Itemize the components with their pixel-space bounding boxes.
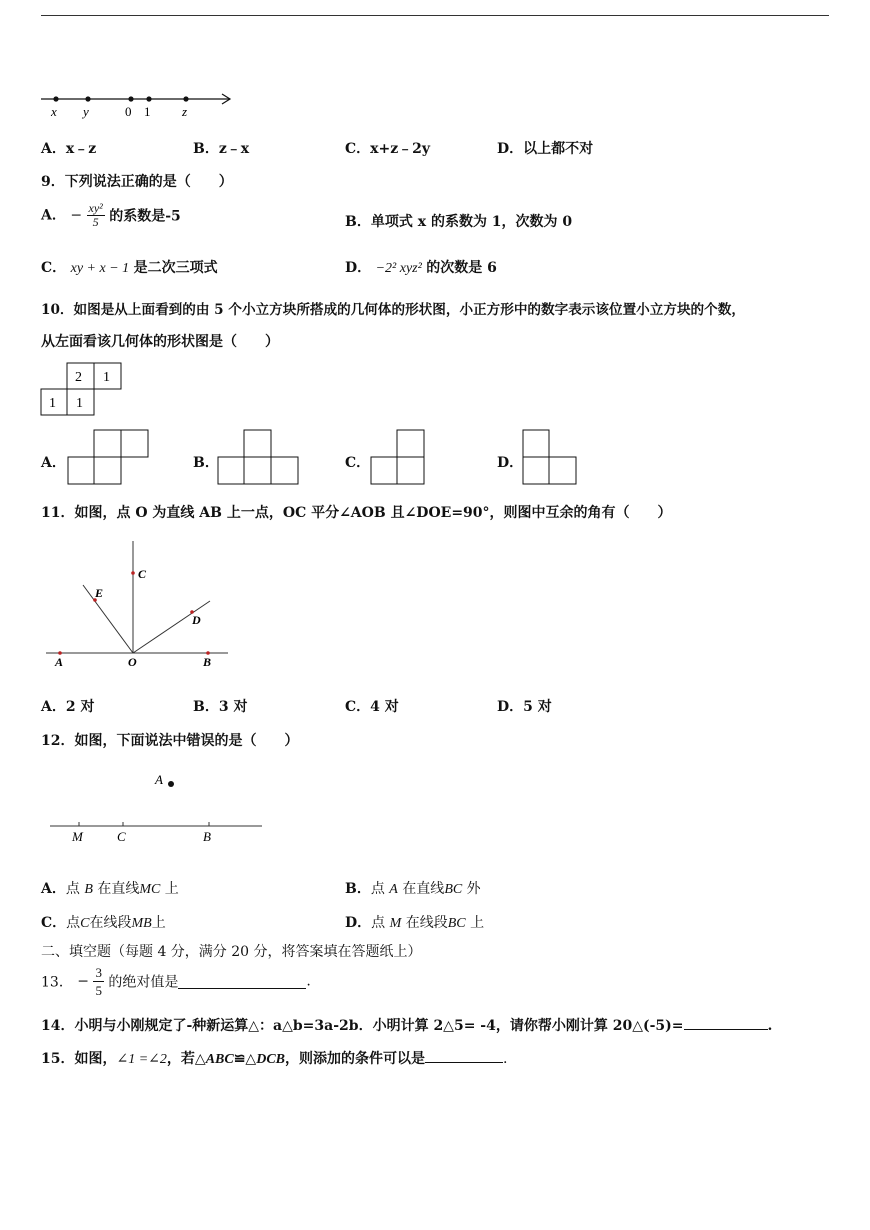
q15: 15．如图，∠1 =∠2，若△ABC≌△DCB，则添加的条件可以是 . <box>41 1051 508 1067</box>
point-b-label: B <box>203 829 211 844</box>
label-1: 1 <box>144 104 151 119</box>
q11-option-b: B．3 对 <box>193 699 248 715</box>
q12-option-d: D．点 M 在线段BC 上 <box>345 915 485 931</box>
point-0 <box>128 96 133 101</box>
cell-top-right: 1 <box>103 370 110 385</box>
q10-stem-line2: 从左面看该几何体的形状图是（ ） <box>41 334 279 350</box>
label-y: y <box>83 104 89 119</box>
q10-option-a-label: A． <box>41 455 66 471</box>
q12-stem: 12．如图，下面说法中错误的是（ ） <box>41 733 299 749</box>
q12-option-c: C．点C在线段MB上 <box>41 915 166 931</box>
q9-option-d: D． −2² xyz² 的次数是 6 <box>345 260 497 276</box>
point-o-label: O <box>128 655 137 669</box>
q15-answer-blank[interactable] <box>425 1050 503 1063</box>
q12-option-b: B．点 A 在直线BC 外 <box>345 881 481 897</box>
q13-answer-blank[interactable] <box>178 974 306 989</box>
header-rule <box>41 15 829 16</box>
q13: 13． − $\frac{3}{5}$ 的绝对值是 . <box>41 965 311 998</box>
q11-angle-diagram <box>44 538 234 673</box>
q10-option-c-shape <box>370 429 428 485</box>
point-a-label: A <box>155 772 163 787</box>
cell-top-left: 2 <box>75 370 82 385</box>
point-1 <box>146 96 151 101</box>
cell-bottom-right: 1 <box>76 396 83 411</box>
q9-option-a: A． − $\frac{\text{xy²}}{5}$ 的系数是-5 <box>41 201 181 229</box>
q10-option-a-shape <box>67 429 151 485</box>
q9-option-b: B．单项式 x 的系数为 1，次数为 0 <box>345 214 573 230</box>
q11-option-a: A．2 对 <box>41 699 95 715</box>
q8-number-line <box>38 86 238 120</box>
point-x <box>53 96 58 101</box>
label-0: 0 <box>125 104 132 119</box>
label-x: x <box>51 104 57 119</box>
q12-line-diagram <box>48 766 268 848</box>
q10-option-d-shape <box>522 429 580 485</box>
q10-option-b-shape <box>217 429 301 485</box>
point-c-label: C <box>138 567 147 581</box>
q12-option-a: A．点 B 在直线MC 上 <box>41 881 179 897</box>
q14-answer-blank[interactable] <box>684 1017 768 1030</box>
q11-option-d: D．5 对 <box>497 699 552 715</box>
q9-option-c: C． xy + x − 1 是二次三项式 <box>41 260 218 276</box>
point-c-label: C <box>117 829 126 844</box>
q14: 14．小明与小刚规定了-种新运算△：a△b=3a-2b．小明计算 2△5= -4，请你帮小刚计算 20△(-5)= . <box>41 1018 773 1034</box>
q10-stem-line1: 10．如图是从上面看到的由 5 个小立方块所搭成的几何体的形状图，小正方形中的数字表示该位置小立方块的个数， <box>41 302 745 318</box>
section-2-heading: 二、填空题（每题 4 分，满分 20 分，将答案填在答题纸上） <box>41 944 422 960</box>
q8-option-c: C．x+z﹣2y <box>345 141 431 157</box>
q10-option-b-label: B． <box>193 455 219 471</box>
q10-top-view-grid <box>40 362 126 416</box>
q8-option-d: D．以上都不对 <box>497 141 594 157</box>
point-a-label: A <box>55 655 64 669</box>
point-d-label: D <box>192 613 201 627</box>
cell-bottom-left: 1 <box>49 396 56 411</box>
point-z <box>183 96 188 101</box>
q9-stem: 9．下列说法正确的是（ ） <box>41 174 233 190</box>
q10-option-d-label: D． <box>497 455 524 471</box>
label-z: z <box>182 104 188 119</box>
point-e-label: E <box>95 586 104 600</box>
q10-option-c-label: C． <box>345 455 371 471</box>
q8-option-b: B．z﹣x <box>193 141 250 157</box>
q11-stem: 11．如图，点 O 为直线 AB 上一点，OC 平分∠AOB 且∠DOE=90°，则图中互余的角有（ ） <box>41 505 672 521</box>
point-y <box>85 96 90 101</box>
point-m-label: M <box>72 829 83 844</box>
q8-option-a: A．x﹣z <box>41 141 97 157</box>
q11-option-c: C．4 对 <box>345 699 399 715</box>
point-b-label: B <box>203 655 212 669</box>
